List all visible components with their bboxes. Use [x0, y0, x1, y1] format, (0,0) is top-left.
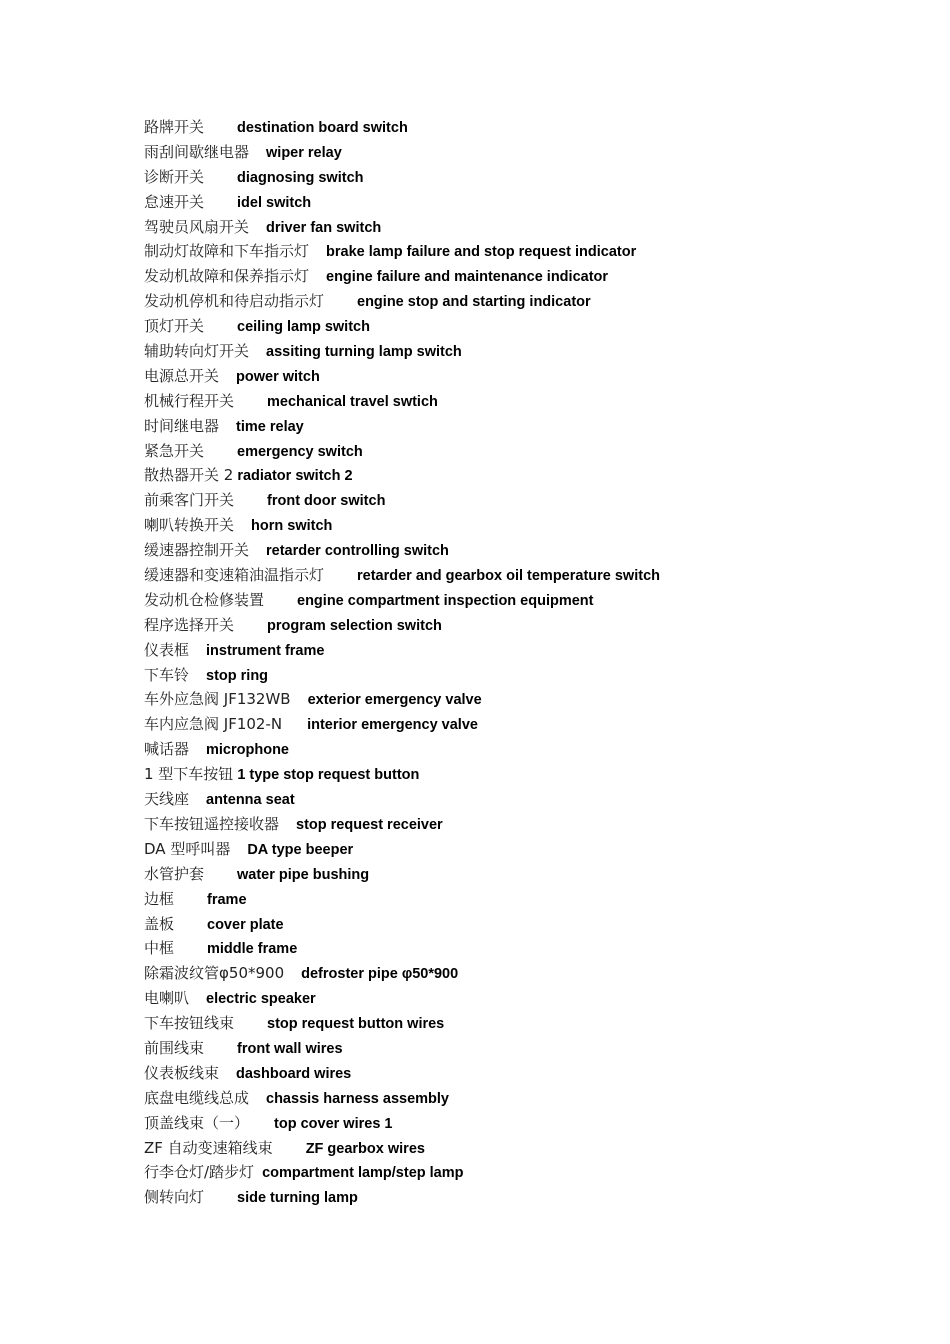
glossary-entry	[144, 289, 904, 314]
english-term: 1 type stop request button	[237, 767, 420, 784]
english-term: power witch	[236, 368, 320, 385]
glossary-entry	[144, 1185, 904, 1210]
english-term: middle frame	[207, 941, 298, 958]
glossary-entry	[144, 1011, 904, 1036]
english-term: destination board switch	[237, 120, 408, 136]
glossary-entry	[144, 687, 904, 712]
glossary-entry	[144, 787, 904, 812]
english-term: diagnosing switch	[237, 169, 364, 186]
glossary-entry	[144, 339, 904, 364]
english-term: antenna seat	[206, 792, 295, 809]
chinese-term: 紧急开关	[144, 441, 205, 460]
glossary-entry	[144, 862, 904, 887]
glossary-entry	[144, 1061, 904, 1086]
english-term: driver fan switch	[266, 219, 382, 236]
english-term: stop ring	[206, 667, 269, 684]
chinese-term: 路牌开关	[144, 118, 205, 136]
glossary-entry	[144, 1136, 904, 1161]
chinese-term: 时间继电器	[144, 416, 220, 435]
glossary-entry	[144, 837, 904, 862]
english-term: front door switch	[267, 493, 386, 510]
glossary-entry	[144, 264, 904, 289]
chinese-term: 中框	[144, 939, 175, 958]
english-term: side turning lamp	[237, 1190, 358, 1207]
english-term: engine compartment inspection equipment	[297, 592, 594, 609]
chinese-term: 诊断开关	[144, 167, 205, 186]
english-term: mechanical travel swtich	[267, 393, 438, 410]
chinese-term: 下车铃	[144, 665, 190, 684]
chinese-term: 天线座	[144, 790, 190, 809]
chinese-term: 雨刮间歇继电器	[144, 142, 250, 161]
chinese-term: 缓速器和变速箱油温指示灯	[144, 566, 325, 585]
english-term: ZF gearbox wires	[305, 1140, 425, 1157]
chinese-term: 底盘电缆线总成	[144, 1088, 250, 1107]
english-term: radiator switch 2	[237, 468, 353, 485]
chinese-term: 下车按钮线束	[144, 1014, 235, 1033]
glossary-entry	[144, 165, 904, 190]
glossary-entry	[144, 463, 904, 488]
glossary-entry	[144, 538, 904, 563]
chinese-term: 前乘客门开关	[144, 491, 235, 510]
chinese-term: 下车按钮遥控接收器	[144, 814, 280, 833]
glossary-entry	[144, 190, 904, 215]
glossary-entry	[144, 1036, 904, 1061]
chinese-term: 发动机停机和待启动指示灯	[144, 292, 325, 311]
glossary-entry	[144, 737, 904, 762]
chinese-term: 行李仓灯/踏步灯	[144, 1163, 255, 1182]
chinese-term: 前围线束	[144, 1038, 205, 1057]
english-term: dashboard wires	[236, 1065, 352, 1082]
glossary-entry	[144, 986, 904, 1011]
english-term: retarder controlling switch	[266, 543, 449, 560]
chinese-term: 喇叭转换开关	[144, 516, 235, 535]
english-term: engine failure and maintenance indicator	[326, 269, 609, 286]
english-term: chassis harness assembly	[266, 1090, 449, 1107]
glossary-list	[144, 115, 904, 1210]
glossary-entry	[144, 1111, 904, 1136]
english-term: program selection switch	[267, 617, 442, 634]
glossary-entry	[144, 912, 904, 937]
glossary-entry	[144, 513, 904, 538]
chinese-term: 辅助转向灯开关	[144, 342, 250, 361]
english-term: microphone	[206, 742, 289, 759]
english-term: instrument frame	[206, 642, 325, 659]
english-term: exterior emergency valve	[307, 692, 482, 709]
chinese-term: 制动灯故障和下车指示灯	[144, 242, 310, 261]
glossary-entry	[144, 812, 904, 837]
english-term: emergency switch	[237, 443, 363, 460]
glossary-entry	[144, 762, 904, 787]
chinese-term: 边框	[144, 889, 175, 908]
glossary-entry	[144, 115, 904, 140]
chinese-term: 水管护套	[144, 864, 205, 883]
glossary-entry	[144, 439, 904, 464]
english-term: frame	[207, 891, 247, 908]
english-term: interior emergency valve	[307, 717, 478, 734]
english-term: retarder and gearbox oil temperature switch	[357, 568, 660, 585]
english-term: front wall wires	[237, 1040, 343, 1057]
english-term: compartment lamp/step lamp	[262, 1165, 464, 1182]
chinese-term: 电源总开关	[144, 366, 220, 385]
chinese-term: 散热器开关 2	[144, 466, 234, 485]
chinese-term: 顶灯开关	[144, 317, 205, 336]
chinese-term: 1 型下车按钮	[144, 765, 234, 784]
chinese-term: ZF 自动变速箱线束	[144, 1138, 273, 1157]
chinese-term: DA 型呼叫器	[144, 839, 231, 858]
chinese-term: 仪表框	[144, 640, 190, 659]
glossary-entry	[144, 364, 904, 389]
chinese-term: 侧转向灯	[144, 1188, 205, 1207]
chinese-term: 程序选择开关	[144, 615, 235, 634]
english-term: wiper relay	[266, 144, 342, 161]
glossary-entry	[144, 314, 904, 339]
english-term: ceiling lamp switch	[237, 319, 370, 336]
chinese-term: 顶盖线束（一）	[144, 1113, 250, 1132]
english-term: water pipe bushing	[237, 866, 370, 883]
glossary-entry	[144, 488, 904, 513]
chinese-term: 仪表板线束	[144, 1063, 220, 1082]
chinese-term: 喊话器	[144, 740, 190, 759]
glossary-entry	[144, 1086, 904, 1111]
chinese-term: 机械行程开关	[144, 391, 235, 410]
glossary-entry	[144, 1160, 904, 1185]
chinese-term: 缓速器控制开关	[144, 541, 250, 560]
chinese-term: 车内应急阀 JF102-N	[144, 715, 283, 734]
chinese-term: 除霜波纹管φ50*900	[144, 964, 285, 983]
english-term: electric speaker	[206, 991, 316, 1008]
english-term: horn switch	[251, 518, 333, 535]
chinese-term: 驾驶员风扇开关	[144, 217, 250, 236]
english-term: idel switch	[237, 194, 312, 211]
english-term: engine stop and starting indicator	[357, 294, 591, 311]
glossary-entry	[144, 140, 904, 165]
chinese-term: 怠速开关	[144, 192, 205, 211]
chinese-term: 发动机故障和保养指示灯	[144, 267, 310, 286]
english-term: defroster pipe φ50*900	[301, 966, 459, 983]
english-term: stop request button wires	[267, 1016, 445, 1033]
english-term: top cover wires 1	[274, 1115, 393, 1132]
glossary-entry	[144, 712, 904, 737]
english-term: brake lamp failure and stop request indicator	[326, 244, 637, 261]
english-term: time relay	[236, 418, 304, 435]
glossary-entry	[144, 613, 904, 638]
glossary-entry	[144, 588, 904, 613]
chinese-term: 电喇叭	[144, 989, 190, 1008]
glossary-entry	[144, 936, 904, 961]
glossary-entry	[144, 961, 904, 986]
glossary-entry	[144, 414, 904, 439]
chinese-term: 盖板	[144, 914, 175, 933]
english-term: assiting turning lamp switch	[266, 344, 462, 361]
english-term: DA type beeper	[247, 841, 354, 858]
glossary-entry	[144, 389, 904, 414]
english-term: stop request receiver	[296, 816, 443, 833]
glossary-entry	[144, 215, 904, 240]
glossary-entry	[144, 563, 904, 588]
glossary-entry	[144, 638, 904, 663]
chinese-term: 车外应急阀 JF132WB	[144, 690, 291, 709]
english-term: cover plate	[207, 916, 284, 933]
glossary-entry	[144, 663, 904, 688]
chinese-term: 发动机仓检修装置	[144, 590, 265, 609]
glossary-entry	[144, 239, 904, 264]
glossary-entry	[144, 887, 904, 912]
